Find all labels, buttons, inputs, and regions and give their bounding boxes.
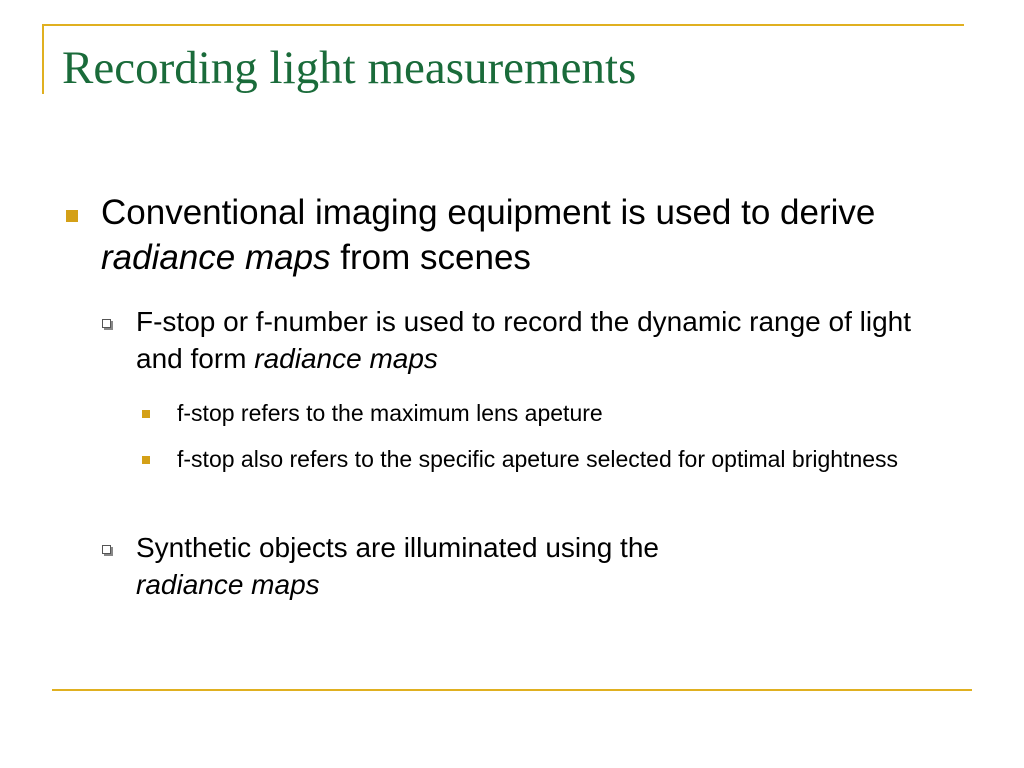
bullet-level3 (177, 397, 937, 430)
slide-title: Recording light measurements (62, 42, 637, 94)
bullet-text: from scenes (330, 238, 531, 277)
bullet-text: Conventional imaging equipment is used to derive (101, 193, 876, 232)
bullet-emphasis: radiance maps (254, 343, 438, 374)
hollow-square-bullet-icon (102, 319, 111, 328)
bullet-text: F-stop or f-number is used to record the dynamic range of light and form (136, 306, 912, 374)
filled-square-bullet-icon (66, 210, 78, 222)
bullet-text: Synthetic objects are illuminated using the (136, 532, 659, 563)
bullet-level3 (177, 443, 937, 476)
bullet-text: f-stop also refers to the specific apeture selected for optimal brightness (177, 446, 899, 472)
bullet-emphasis: radiance maps (101, 238, 331, 277)
filled-square-bullet-icon (142, 456, 150, 464)
bullet-level2 (136, 303, 956, 377)
hollow-square-bullet-icon (102, 545, 111, 554)
bullet-level1 (101, 190, 951, 280)
bullet-emphasis: radiance maps (136, 569, 320, 600)
bullet-text: f-stop refers to the maximum lens apeture (177, 400, 603, 426)
bullet-level2 (136, 529, 956, 603)
filled-square-bullet-icon (142, 410, 150, 418)
